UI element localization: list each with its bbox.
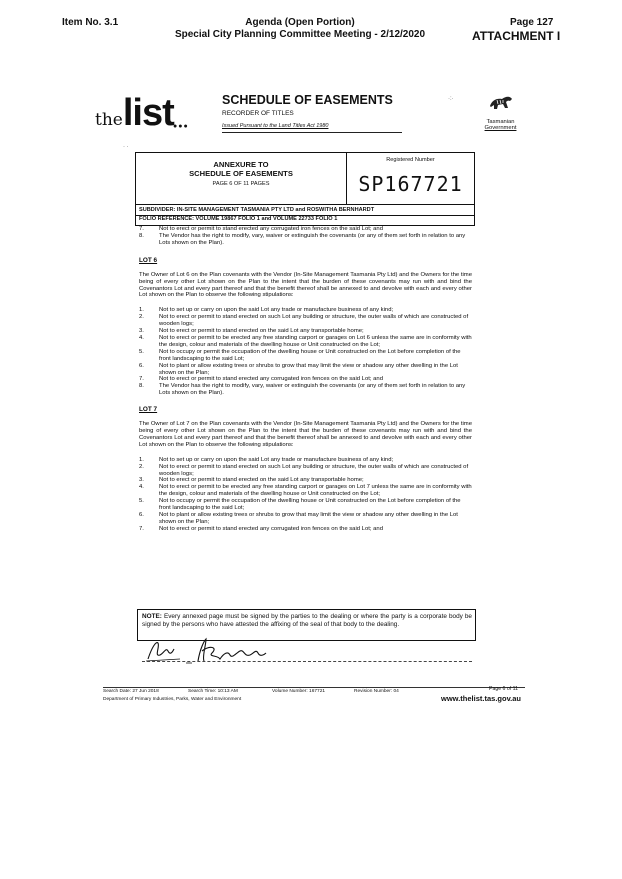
stipulation-number: 7.: [139, 525, 144, 532]
signature-line: [142, 661, 472, 662]
stipulation-text: Not to erect or permit to stand erected on the said Lot any transportable home;: [159, 328, 364, 335]
lot7-intro: The Owner of Lot 7 on the Plan covenants with the Vendor (In-Site Management Tasmania Pty Ltd) and the Owners for the time being of every other Lot shown on the Plan to the intent that the burden of these covenants may run with and bind the Covenantors Lot and every part thereof and that the benefit thereof shall be annexed to and devolve with each and every other Lot shown on the Plan to observe the following stipulations:: [139, 421, 472, 448]
stipulation-text: Not to set up or carry on upon the said Lot any trade or manufacture business of any kind;: [159, 307, 394, 314]
carryover-list: [139, 226, 472, 247]
volume-number: Volume Number: 167721: [272, 689, 326, 694]
stipulation-text: Not to plant or allow existing trees or shrubs to grow that may limit the view or shadow any other dwelling in the Lot shown on the Plan;: [159, 362, 458, 376]
tasmanian-tiger-icon: [488, 92, 514, 114]
thelist-logo: thelist ●●●: [95, 92, 189, 134]
stipulation-text: Not to erect or permit to stand erected on such Lot any building or structure, the outer walls of which are constructed of wooden logs;: [159, 314, 469, 328]
subdivider-box: [135, 203, 475, 226]
stipulation-item: [139, 226, 472, 233]
stipulation-text: Not to erect or permit to stand erected any corrugated iron fences on the said Lot; and: [159, 376, 383, 383]
stipulation-number: 5.: [139, 348, 144, 355]
stipulation-item: [139, 376, 472, 383]
recorder-label: RECORDER OF TITLES: [222, 110, 294, 117]
stipulation-item: [139, 307, 472, 314]
stipulation-number: 8.: [139, 232, 144, 239]
website-link[interactable]: www.thelist.tas.gov.au: [441, 694, 522, 703]
stipulation-text: Not to plant or allow existing trees or shrubs to grow that may limit the view or shadow any other dwelling in the Lot shown on the Plan;: [159, 512, 458, 525]
registered-number: SP167721: [358, 172, 463, 196]
stipulation-number: 7.: [139, 226, 144, 232]
stipulation-item: [139, 363, 472, 377]
stipulation-text: Not to occupy or permit the occupation of the dwelling house or Unit constructed on the Lot before completion of the front landscaping to the said Lot;: [159, 498, 461, 512]
page-of-pages: PAGE 6 OF 11 PAGES: [212, 181, 270, 187]
attachment-label: ATTACHMENT I: [472, 29, 561, 43]
stipulation-item: [139, 498, 472, 512]
stipulation-item: [139, 233, 472, 247]
annexure-title-2: SCHEDULE OF EASEMENTS: [189, 169, 293, 178]
subdivider-line: SUBDIVIDER: IN-SITE MANAGEMENT TASMANIA PTY LTD and ROSWITHA BERNHARDT: [139, 207, 375, 213]
schedule-title: SCHEDULE OF EASEMENTS: [222, 93, 393, 107]
department-name: Department of Primary Industries, Parks, Water and Environment: [103, 697, 242, 702]
lot6-stipulations: [139, 307, 472, 397]
signature-image: [140, 633, 300, 669]
logo-dots-icon: ●●●: [173, 123, 189, 130]
stipulation-item: [139, 335, 472, 349]
stipulation-item: [139, 526, 472, 533]
stipulation-item: [139, 457, 472, 464]
stipulation-number: 3.: [139, 477, 144, 484]
stipulation-text: Not to erect or permit to stand erected any corrugated iron fences on the said Lot; and: [159, 525, 383, 532]
document-body: [139, 226, 472, 533]
tasmanian-government-logo: Tasmanian Government: [478, 92, 523, 132]
footer-rule: [103, 687, 525, 688]
stipulation-item: [139, 328, 472, 335]
stipulation-number: 5.: [139, 498, 144, 505]
note-label: NOTE:: [142, 613, 162, 620]
stipulation-number: 6.: [139, 362, 144, 369]
lot7-stipulations: [139, 457, 472, 533]
stipulation-number: 1.: [139, 456, 144, 463]
stipulation-text: Not to erect or permit to stand erected any corrugated iron fences on the said Lot; and: [159, 226, 383, 232]
agenda-title: Agenda (Open Portion): [245, 17, 355, 28]
stipulation-item: [139, 383, 472, 397]
stipulation-item: [139, 477, 472, 484]
lot7-heading: LOT 7: [139, 406, 158, 414]
stipulation-number: 4.: [139, 334, 144, 341]
footer-page: Page 6 of 11: [489, 686, 519, 692]
stipulation-number: 4.: [139, 484, 144, 491]
stipulation-number: 6.: [139, 512, 144, 518]
page-number: Page 127: [510, 17, 554, 28]
stipulation-item: [139, 314, 472, 328]
stipulation-text: Not to erect or permit to stand erected on such Lot any building or structure, the outer walls of which are constructed of wooden logs;: [159, 463, 469, 477]
scan-speck: · ·: [123, 144, 129, 150]
search-date: Search Date: 27 Jun 2018: [103, 689, 159, 694]
search-time: Search Time: 10:13 AM: [188, 689, 238, 694]
stipulation-text: Not to set up or carry on upon the said Lot any trade or manufacture business of any kind;: [159, 456, 394, 463]
stipulation-text: Not to occupy or permit the occupation of the dwelling house or Unit constructed on the Lot before completion of the front landscaping to the said Lot;: [159, 348, 461, 362]
lot6-heading: LOT 6: [139, 256, 158, 264]
annexure-title-1: ANNEXURE TO: [213, 160, 269, 169]
stipulation-number: 1.: [139, 307, 144, 314]
stipulation-text: Not to erect or permit to be erected any free standing carport or garages on Lot 6 unless the same are in conformity with the design, colour and materials of the dwelling house or Unit constructed on the Lot;: [159, 334, 472, 348]
stipulation-number: 8.: [139, 383, 144, 390]
stipulation-text: The Vendor has the right to modify, vary, waiver or extinguish the covenants (or any of them set forth in relation to any Lots shown on the Plan).: [159, 383, 466, 397]
lot6-intro: The Owner of Lot 6 on the Plan covenants with the Vendor (In-Site Management Tasmania Pty Ltd) and the Owners for the time being of every other Lot shown on the Plan to the intent that the burden of these covenants may run with and bind the Covenantors Lot and every part thereof and that the benefit thereof shall be annexed to and devolve with each and every other Lot shown on the Plan to observe the following stipulations:: [139, 271, 472, 299]
scan-speck: ·:·: [448, 96, 454, 102]
stipulation-number: 2.: [139, 314, 144, 321]
stipulation-item: [139, 484, 472, 498]
meeting-title: Special City Planning Committee Meeting - 2/12/2020: [174, 29, 426, 40]
letterhead-rule: [222, 132, 402, 133]
stipulation-text: The Vendor has the right to modify, vary, waiver or extinguish the covenants (or any of them set forth in relation to any Lots shown on the Plan).: [159, 232, 466, 246]
note-text: Every annexed page must be signed by the parties to the dealing or where the party is a corporate body be signed by the persons who have attested the affixing of the seal of that body to the dealing.: [142, 613, 472, 628]
stipulation-text: Not to erect or permit to stand erected on the said Lot any transportable home;: [159, 477, 364, 484]
annexure-box: [135, 152, 475, 205]
stipulation-text: Not to erect or permit to be erected any free standing carport or garages on Lot 7 unless the same are in conformity with the design, colour and materials of the dwelling house or Unit constructed on the Lot;: [159, 484, 472, 498]
folio-reference: FOLIO REFERENCE: VOLUME 19867 FOLIO 1 and VOLUME 22733 FOLIO 1: [139, 216, 338, 222]
revision-number: Revision Number: 04: [354, 689, 399, 694]
stipulation-number: 7.: [139, 376, 144, 383]
issued-label: Issued Pursuant to the Land Titles Act 1980: [222, 123, 329, 129]
stipulation-item: [139, 464, 472, 478]
stipulation-number: 2.: [139, 463, 144, 470]
stipulation-item: [139, 349, 472, 363]
registered-number-label: Registered Number: [386, 157, 435, 163]
item-number: Item No. 3.1: [62, 17, 119, 28]
stipulation-number: 3.: [139, 328, 144, 335]
stipulation-item: [139, 512, 472, 526]
